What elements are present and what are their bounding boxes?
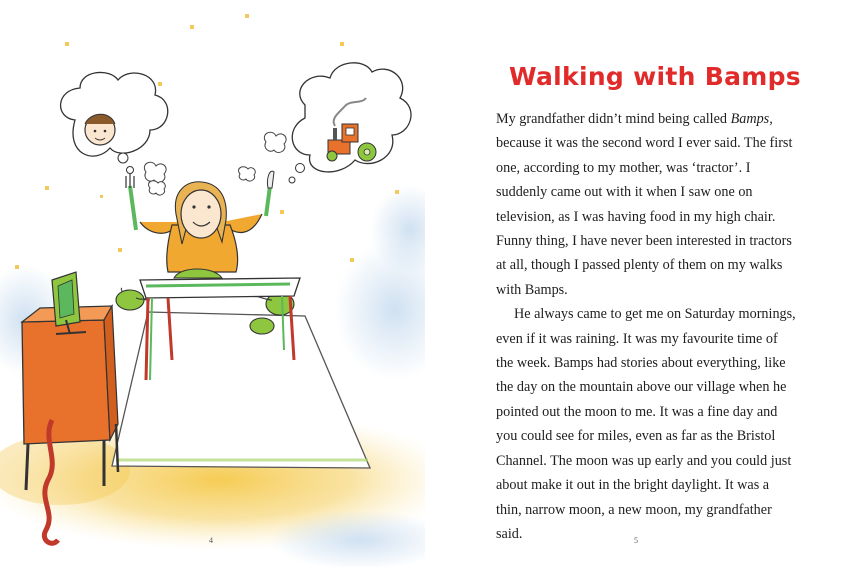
paragraph bbox=[496, 107, 796, 302]
knife-icon bbox=[266, 171, 274, 216]
child-icon bbox=[116, 171, 294, 334]
page-number-left: 4 bbox=[209, 536, 213, 545]
page-number-right: 5 bbox=[634, 536, 638, 545]
body-text bbox=[496, 107, 796, 546]
thought-bubble-face-icon bbox=[61, 72, 168, 173]
paragraph: He always came to get me on Saturday mornings, even if it was raining. It was my favourite time of the week. Bamps had stories about everything, like the day on the mountain above our village when he pointed out the moon to me. It was a fine day and you could see for miles, even as far as the Bristol Channel. The moon was up early and you could just about make it out in the bright daylight. It was a thin, narrow moon, a new moon, my grandfather said. bbox=[496, 306, 796, 542]
fork-icon bbox=[126, 174, 136, 230]
steam-puffs bbox=[144, 132, 286, 195]
right-page bbox=[425, 0, 850, 567]
emphasized-word: Bamps bbox=[730, 111, 770, 127]
paragraph-text: , because it was the second word I ever said. The first one, according to my mother, was ‘tractor’. I suddenly came out with it when I saw one on television, as I was having food in my high chair. Funny thing, I have never been interested in tractors at all, though I passed plenty of them on my walks with Bamps. bbox=[496, 111, 793, 298]
chapter-title: Walking with Bamps bbox=[509, 62, 801, 91]
paragraph-text: My grandfather didn’t mind being called bbox=[496, 111, 731, 127]
thought-bubble-tractor-icon bbox=[289, 63, 411, 183]
